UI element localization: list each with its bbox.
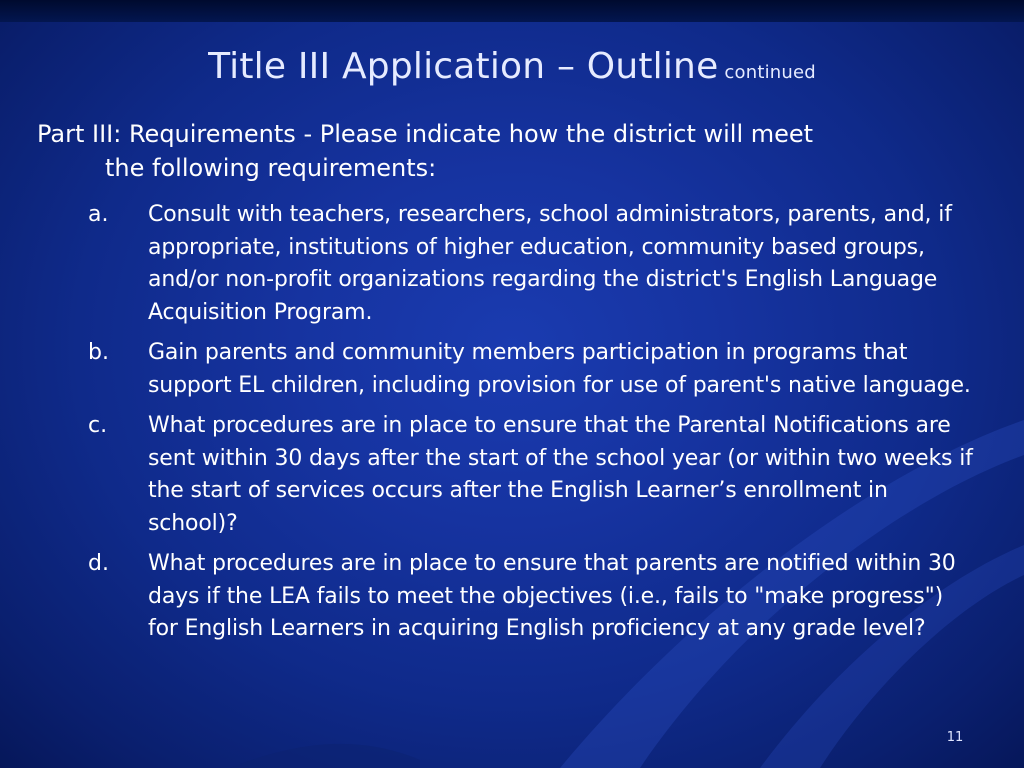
intro-line-1: Part III: Requirements - Please indicate how the district will meet [37,120,814,148]
list-item-marker: c. [88,413,108,438]
list-item [88,548,988,646]
title-suffix: continued [724,62,816,83]
list-item-marker: d. [88,551,109,576]
page-number: 11 [946,730,964,745]
list-item [88,199,988,329]
list-item-marker: b. [88,340,109,365]
title-text: Title III Application – Outline [208,46,719,87]
list-item-text: Gain parents and community members participation in programs that support EL children, including provision for use of parent's native language. [148,340,971,398]
list-item-text: Consult with teachers, researchers, school administrators, parents, and, if appropriate, institutions of higher education, community based groups, and/or non-profit organizations regarding the district's English Language Acquisition Program. [148,202,952,325]
top-band [0,0,1024,22]
slide-title [0,44,1024,96]
intro-line-2: the following requirements: [105,154,437,182]
list-item [88,410,988,540]
requirements-list [88,199,988,654]
list-item-text: What procedures are in place to ensure that the Parental Notifications are sent within 30 days after the start of the school year (or within two weeks if the start of services occurs after the English Learner’s enrollment in school)? [148,413,973,536]
list-item-text: What procedures are in place to ensure that parents are notified within 30 days if the LEA fails to meet the objectives (i.e., fails to "make progress") for English Learners in acquiring English proficiency at any grade level? [148,551,956,641]
list-item [88,337,988,402]
list-item-marker: a. [88,202,109,227]
intro-paragraph [37,117,977,185]
